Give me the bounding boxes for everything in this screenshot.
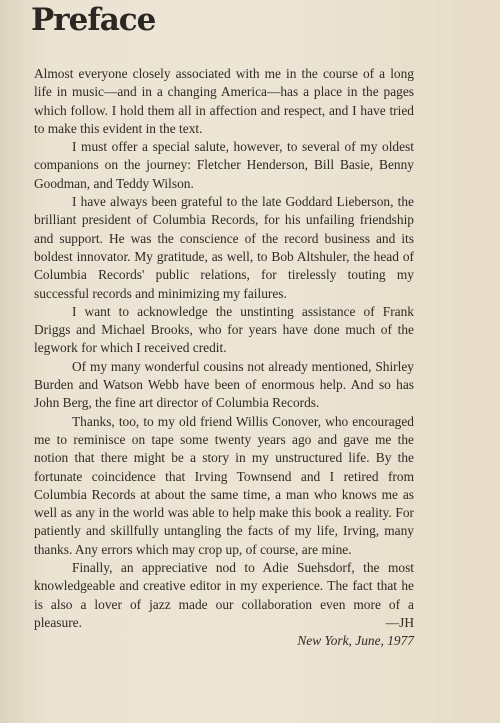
preface-body (34, 65, 414, 651)
paragraph-1: Almost everyone closely associated with me in the course of a long life in music—and in a changing America—has a place in the pages which follow. I hold them all in affection and respect, and I have tried to make this evident in the text. (34, 66, 414, 136)
page-title: Preface (31, 2, 156, 38)
paragraph-7 (34, 559, 414, 632)
signature: —JH (385, 614, 414, 630)
paragraph-2: I must offer a special salute, however, to several of my oldest companions on the journey: Fletcher Henderson, Bill Basie, Benny Goodman, and Teddy Wilson. (34, 139, 414, 191)
paragraph-4: I want to acknowledge the unstinting assistance of Frank Driggs and Michael Brooks, who for years have done much of the legwork for which I received credit. (34, 303, 414, 356)
paragraph-5: Of my many wonderful cousins not already mentioned, Shirley Burden and Watson Webb have been of enormous help. And so has John Berg, the fine art director of Columbia Records. (34, 358, 414, 411)
paragraph-3: I have always been grateful to the late Goddard Lieberson, the brilliant president of Columbia Records, for his unfailing friendship and support. He was the conscience of the record business and its boldest innovator. My gratitude, as well, to Bob Altshuler, the head of Columbia Records' public relations, for tirelessly touting my successful records and minimizing my failures. (34, 194, 414, 301)
paragraph-6: Thanks, too, to my old friend Willis Conover, who encouraged me to reminisce on tape some twenty years ago and gave me the notion that there might be a story in my unstructured life. By the fortunate coincidence that Irving Townsend and I retired from Columbia Records at about the same time, a man who knows me as well as any in the world was able to help make this book a reality. For patiently and skillfully untangling the facts of my life, Irving, many thanks. Any errors which may crop up, of course, are mine. (34, 413, 414, 557)
paragraph-7-text: Finally, an appreciative nod to Adie Suehsdorf, the most knowledgeable and creative editor in my experience. The fact that he is also a lover of jazz made our collaboration even more of a pleasure. (34, 560, 414, 630)
dateline: New York, June, 1977 (297, 633, 414, 649)
